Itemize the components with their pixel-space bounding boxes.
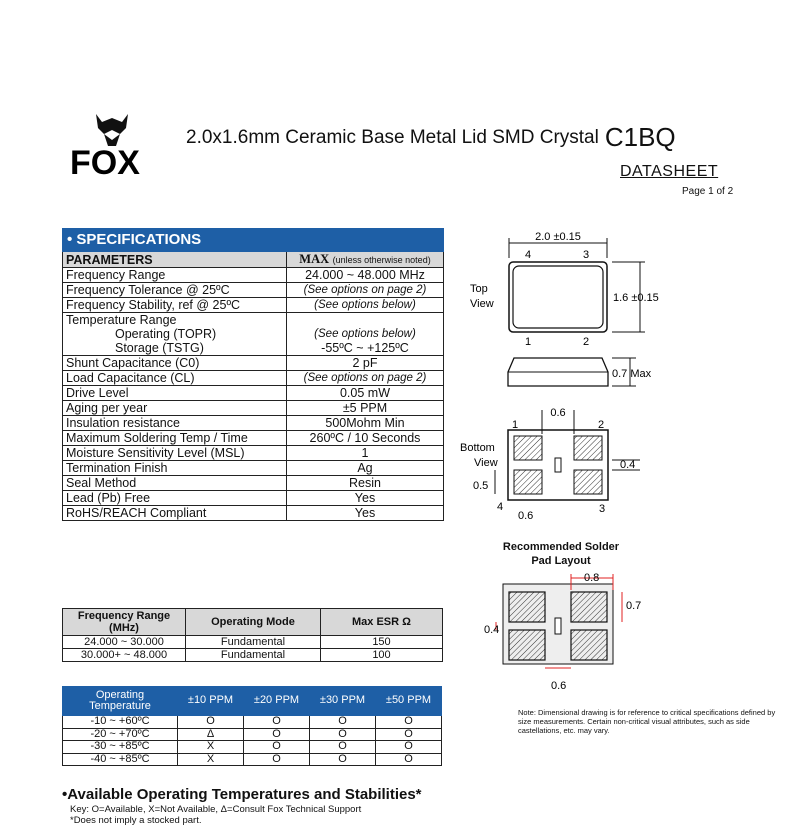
svg-text:View: View bbox=[474, 457, 498, 469]
esr-table bbox=[62, 608, 443, 662]
col-parameters: PARAMETERS bbox=[63, 252, 287, 268]
bottom-view-label: Bottom bbox=[460, 442, 495, 454]
svg-text:3: 3 bbox=[582, 249, 590, 261]
dimensional-drawing bbox=[455, 228, 685, 698]
table-row: Lead (Pb) Free Yes bbox=[63, 491, 444, 506]
table-row: Maximum Soldering Temp / Time 260ºC / 10 Seconds bbox=[63, 431, 444, 446]
temp-col-50: ±50 PPM bbox=[376, 687, 442, 716]
table-row: -20 ~ +70ºC Δ O O O bbox=[63, 728, 442, 741]
solder-pad-layout bbox=[503, 584, 613, 664]
svg-text:4: 4 bbox=[524, 249, 532, 261]
bottom-view-package bbox=[508, 430, 608, 500]
svg-text:0.7: 0.7 bbox=[626, 600, 642, 612]
table-row: Frequency Tolerance @ 25ºC (See options on page 2) bbox=[63, 283, 444, 298]
stability-table bbox=[62, 686, 442, 766]
svg-text:1: 1 bbox=[524, 336, 532, 348]
svg-text:0.4: 0.4 bbox=[620, 459, 636, 471]
table-row: RoHS/REACH Compliant Yes bbox=[63, 506, 444, 521]
specifications-table bbox=[62, 228, 444, 521]
table-row: Operating (TOPR) (See options below) bbox=[63, 327, 444, 341]
svg-text:4: 4 bbox=[497, 501, 504, 513]
table-row: Termination Finish Ag bbox=[63, 461, 444, 476]
table-row: Storage (TSTG) -55ºC ~ +125ºC bbox=[63, 341, 444, 356]
drawing-note: Note: Dimensional drawing is for reference to critical specifications defined by size measurements. Certain non-critical visual attributes, such as side castellations, etc. may vary. bbox=[518, 708, 776, 735]
svg-text:View: View bbox=[470, 298, 494, 310]
table-row: Drive Level 0.05 mW bbox=[63, 386, 444, 401]
svg-text:3: 3 bbox=[599, 503, 606, 515]
svg-text:1: 1 bbox=[512, 419, 519, 431]
table-row: Insulation resistance 500Mohm Min bbox=[63, 416, 444, 431]
esr-col-freq: Frequency Range (MHz) bbox=[63, 609, 186, 636]
side-view-package bbox=[508, 358, 608, 386]
dim-height: 1.6 ±0.15 bbox=[613, 292, 659, 304]
datasheet-label: DATASHEET bbox=[620, 163, 719, 180]
dim-thickness: 0.7 Max bbox=[612, 368, 652, 380]
table-row: Seal Method Resin bbox=[63, 476, 444, 491]
svg-text:0.6: 0.6 bbox=[550, 407, 566, 419]
dim-width: 2.0 ±0.15 bbox=[535, 231, 581, 243]
esr-col-max: Max ESR Ω bbox=[321, 609, 443, 636]
page-title: 2.0x1.6mm Ceramic Base Metal Lid SMD Crystal C1BQ bbox=[186, 122, 676, 152]
availability-title: •Available Operating Temperatures and Stabilities* bbox=[62, 786, 422, 803]
table-row: Frequency Range 24.000 ~ 48.000 MHz bbox=[63, 268, 444, 283]
svg-text:0.4: 0.4 bbox=[484, 624, 500, 636]
logo-text: FOX bbox=[70, 144, 140, 180]
table-row: 30.000+ ~ 48.000 Fundamental 100 bbox=[63, 649, 443, 662]
spec-heading: • SPECIFICATIONS bbox=[63, 229, 444, 252]
temp-col-operating: Operating Temperature bbox=[63, 687, 178, 716]
temp-col-10: ±10 PPM bbox=[178, 687, 244, 716]
part-number: C1BQ bbox=[604, 122, 676, 152]
temp-col-30: ±30 PPM bbox=[310, 687, 376, 716]
esr-col-mode: Operating Mode bbox=[186, 609, 321, 636]
col-max: MAX (unless otherwise noted) bbox=[287, 252, 444, 268]
svg-text:0.8: 0.8 bbox=[584, 572, 600, 584]
table-row: Frequency Stability, ref @ 25ºC (See options below) bbox=[63, 298, 444, 313]
svg-text:2: 2 bbox=[582, 336, 590, 348]
page-number: Page 1 of 2 bbox=[682, 186, 734, 197]
top-view-label: Top bbox=[470, 283, 488, 295]
table-row: Shunt Capacitance (C0) 2 pF bbox=[63, 356, 444, 371]
fox-logo bbox=[66, 112, 158, 180]
table-row: Aging per year ±5 PPM bbox=[63, 401, 444, 416]
availability-key: Key: O=Available, X=Not Available, Δ=Consult Fox Technical Support *Does not imply a stocked part. bbox=[70, 804, 362, 826]
top-view-package bbox=[509, 262, 607, 332]
svg-text:2: 2 bbox=[598, 419, 605, 431]
svg-text:0.5: 0.5 bbox=[473, 480, 489, 492]
table-row: -30 ~ +85ºC X O O O bbox=[63, 741, 442, 754]
table-row: -40 ~ +85ºC X O O O bbox=[63, 753, 442, 766]
table-row: Load Capacitance (CL) (See options on page 2) bbox=[63, 371, 444, 386]
table-row: Temperature Range bbox=[63, 313, 444, 328]
svg-text:0.6: 0.6 bbox=[551, 680, 567, 692]
svg-text:0.6: 0.6 bbox=[518, 510, 534, 522]
table-row: 24.000 ~ 30.000 Fundamental 150 bbox=[63, 636, 443, 649]
solder-pad-title: Recommended Solder Pad Layout bbox=[502, 541, 620, 567]
table-row: Moisture Sensitivity Level (MSL) 1 bbox=[63, 446, 444, 461]
temp-col-20: ±20 PPM bbox=[244, 687, 310, 716]
table-row: -10 ~ +60ºC O O O O bbox=[63, 716, 442, 729]
